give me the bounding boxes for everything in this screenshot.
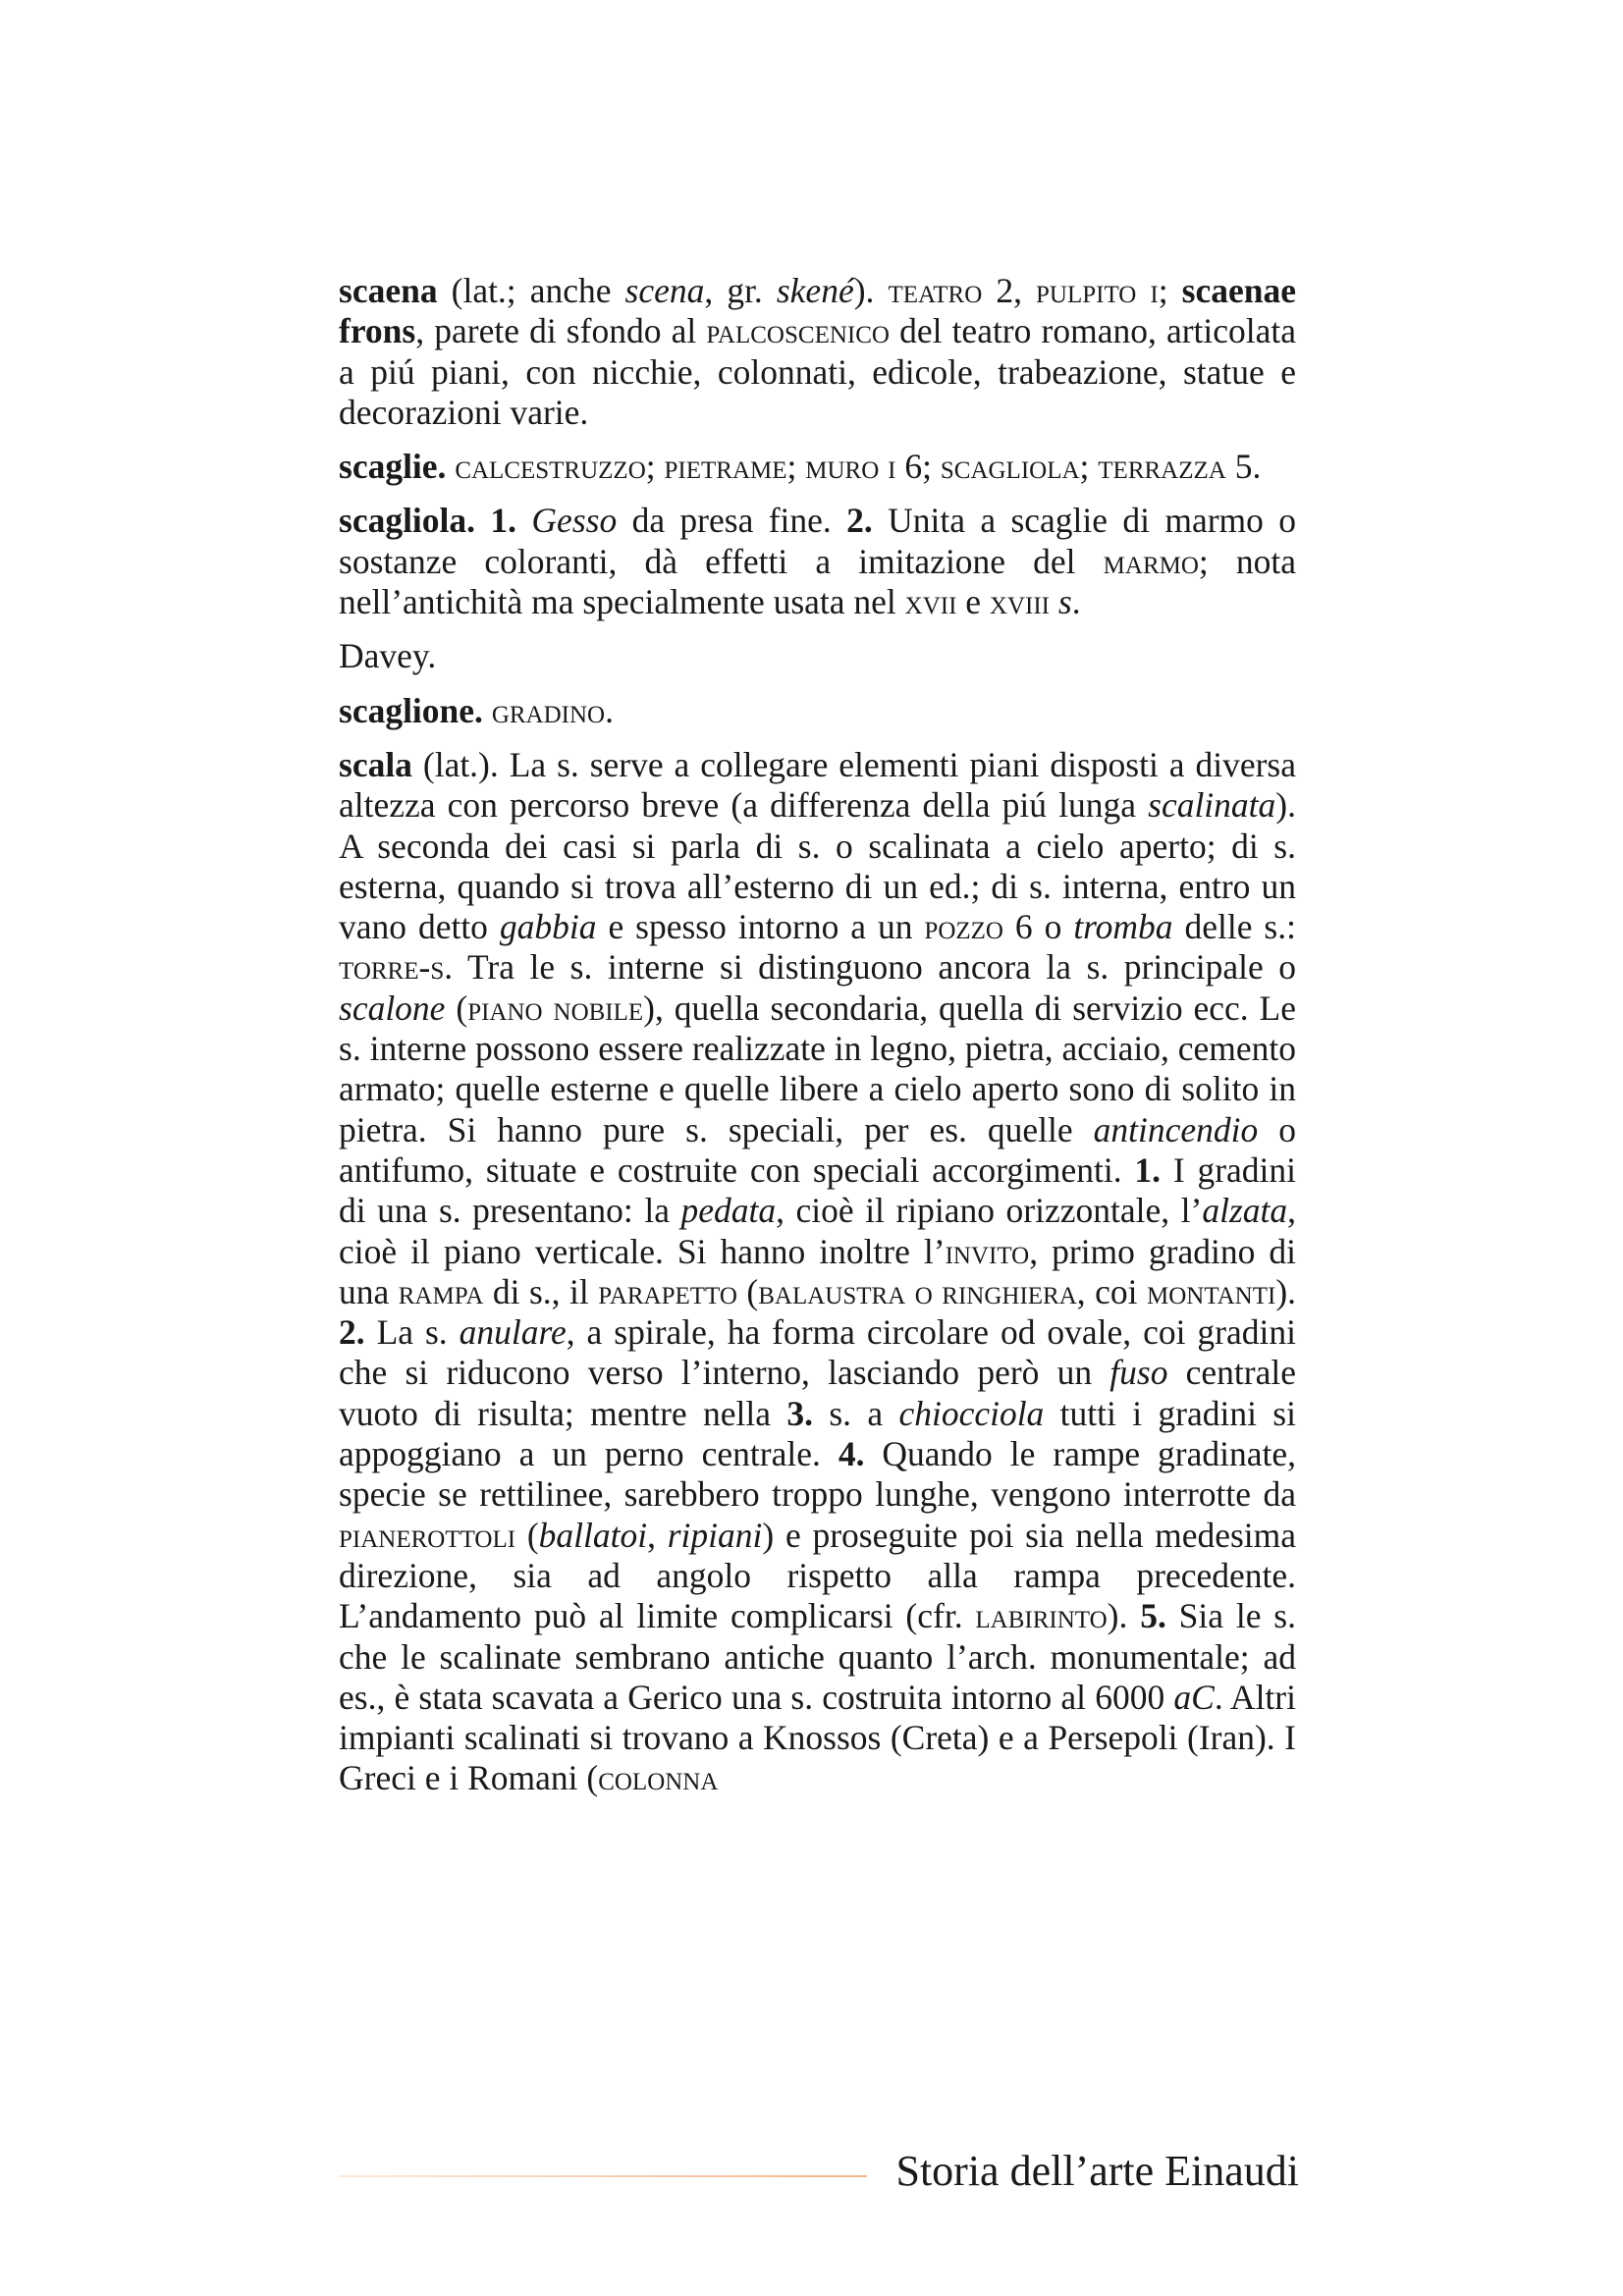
text-run: La s.	[364, 1312, 460, 1353]
text-run: delle s.:	[1172, 907, 1296, 947]
cross-reference: pianerottoli	[339, 1515, 516, 1555]
text-run	[1050, 582, 1058, 621]
subheadword: scaenae frons	[339, 271, 1297, 351]
text-run: ;	[1158, 271, 1182, 310]
text-run: ).	[853, 271, 889, 310]
cross-reference: terrazza	[1098, 447, 1226, 487]
author-signature: Davey.	[339, 636, 437, 676]
italic-term: skené	[776, 271, 854, 310]
text-run: ;	[1079, 447, 1099, 487]
text-run: , gr.	[704, 271, 777, 310]
text-run: ;	[645, 447, 665, 487]
text-run: 5.	[1225, 447, 1262, 487]
text-run: da presa fine.	[617, 501, 847, 541]
text-run: 6 o	[1002, 907, 1074, 947]
italic-term: Gesso	[531, 501, 618, 541]
text-run: ; nota nell’antichità ma specialmente usata nel	[339, 541, 1296, 622]
italic-term: scalone	[339, 988, 446, 1028]
text-run: ;	[786, 447, 806, 487]
cross-reference: muro	[805, 447, 880, 487]
headword: scaglione.	[339, 690, 483, 730]
cross-reference: invito	[945, 1231, 1030, 1271]
text-run: .	[605, 690, 614, 730]
italic-term: aC	[1173, 1677, 1215, 1717]
text-run: ). A seconda dei casi si parla di s. o scalinata a cielo aperto; di s. esterna, quando si trova all’esterno di un ed.; di s. interna, entro un vano detto	[339, 785, 1296, 947]
footer-rule	[339, 2175, 867, 2177]
italic-term: pedata	[680, 1191, 777, 1231]
text-run: , coi	[1076, 1271, 1147, 1311]
text-run: ) e proseguite poi sia nella medesima direzione, sia ad angolo rispetto alla rampa precedente. L’andamento può al limite complicarsi (cfr.	[339, 1515, 1297, 1636]
cross-reference: balaustra o ringhiera	[758, 1271, 1077, 1311]
roman-numeral: xviii	[989, 582, 1051, 622]
text-run: , cioè il piano verticale. Si hanno inoltre l’	[339, 1191, 1297, 1271]
text-run: (	[445, 988, 468, 1028]
entry-scala	[339, 745, 1296, 1799]
entry-scaglie	[339, 447, 1296, 487]
entry-scaglione	[339, 691, 1296, 731]
text-run: 2,	[982, 271, 1037, 310]
text-run: , primo gradino di una	[339, 1231, 1296, 1311]
italic-term: s	[1057, 582, 1072, 622]
italic-term: gabbia	[499, 907, 597, 947]
text-run	[475, 501, 490, 540]
italic-term: scalinata	[1148, 785, 1276, 826]
text-run: o antifumo, situate e costruite con speciali accorgimenti.	[339, 1109, 1296, 1190]
footer-publisher: Storia dell’arte Einaudi	[895, 2147, 1299, 2195]
text-run: , cioè il ripiano orizzontale, l’	[776, 1191, 1203, 1231]
text-run: .	[1071, 582, 1081, 622]
cross-reference: calcestruzzo	[455, 447, 646, 487]
text-run: , parete di sfondo al	[415, 311, 707, 351]
headword: scala	[339, 744, 412, 784]
text-run: tutti i gradini si appoggiano a un perno centrale.	[339, 1393, 1296, 1474]
section-number: 1.	[490, 501, 517, 541]
italic-term: tromba	[1073, 907, 1173, 947]
italic-term: chiocciola	[898, 1393, 1045, 1433]
text-run: Unita a scaglie di marmo o sostanze coloranti, dà effetti a imitazione del	[339, 501, 1297, 581]
text-run: (lat.; anche	[437, 271, 625, 310]
entry-scaena	[339, 271, 1296, 433]
roman-numeral: i	[1136, 271, 1159, 310]
text-run: (	[736, 1271, 759, 1311]
text-run: (	[515, 1515, 539, 1555]
italic-term: scena	[624, 271, 705, 310]
cross-reference: pozzo	[924, 907, 1003, 947]
cross-reference: pulpito	[1036, 271, 1137, 310]
text-run: ), quella secondaria, quella di servizio ecc. Le s. interne possono essere realizzate in legno, pietra, acciaio, cemento armato; quelle esterne e quelle libere a cielo aperto sono di solito in pietra. Si hanno pure s. speciali, per es. quelle	[339, 988, 1297, 1149]
section-number: 4.	[838, 1434, 865, 1474]
cross-reference: teatro	[888, 271, 983, 310]
cross-reference: torre-s	[339, 947, 445, 988]
text-run: Sia le s. che le scalinate sembrano antiche quanto l’arch. monumentale; ad es., è stata scavata a Gerico una s. costruita intorno al 6000	[339, 1596, 1296, 1717]
text-run: . Altri impianti scalinati si trovano a Knossos (Creta) e a Persepoli (Iran). I Greci e i Romani (	[339, 1677, 1296, 1798]
italic-term: fuso	[1109, 1353, 1168, 1393]
text-run: s. a	[812, 1393, 899, 1433]
text-run: e spesso intorno a un	[596, 907, 925, 947]
cross-reference: colonna	[598, 1758, 719, 1798]
cross-reference: montanti	[1147, 1271, 1276, 1311]
text-run: e	[956, 582, 990, 622]
text-run: ).	[1275, 1271, 1297, 1311]
text-run: ).	[1107, 1596, 1141, 1636]
section-number: 3.	[786, 1393, 813, 1433]
entry-scagliola	[339, 501, 1296, 622]
cross-reference: piano nobile	[467, 988, 644, 1028]
headword: scaglie.	[339, 447, 447, 487]
italic-term: antincendio	[1093, 1109, 1259, 1149]
italic-term: ballatoi	[538, 1515, 648, 1555]
text-run: . Tra le s. interne si distinguono ancora la s. principale o	[444, 947, 1296, 988]
text-run: del teatro romano, articolata a piú piani, con nicchie, colonnati, edicole, trabeazione, statue e decorazioni varie.	[339, 311, 1296, 432]
section-number: 5.	[1140, 1596, 1166, 1636]
italic-term: alzata	[1202, 1191, 1288, 1231]
text-run: , a spirale, ha forma circolare od ovale, coi gradini che si riducono verso l’interno, lasciando però un	[339, 1312, 1296, 1393]
section-number: 2.	[339, 1312, 365, 1353]
section-number: 2.	[846, 501, 873, 541]
text-run: I gradini di una s. presentano: la	[339, 1149, 1296, 1231]
text-run: centrale vuoto di risulta; mentre nella	[339, 1353, 1296, 1433]
entry-author	[339, 636, 1296, 676]
text-run: 6;	[895, 447, 941, 487]
text-run: (lat.). La s. serve a collegare elementi piani disposti a diversa altezza con percorso breve (a differenza della piú lunga	[339, 744, 1296, 826]
headword: scagliola.	[339, 501, 476, 541]
text-run: ,	[647, 1515, 668, 1555]
cross-reference: scagliola	[940, 447, 1080, 487]
cross-reference: pietrame	[664, 447, 787, 487]
text-run: di s., il	[483, 1271, 599, 1311]
text-run	[446, 447, 455, 486]
section-number: 1.	[1134, 1149, 1162, 1190]
cross-reference: palcoscenico	[706, 311, 890, 351]
text-run	[516, 501, 531, 540]
roman-numeral: xvii	[904, 582, 957, 622]
roman-numeral: i	[879, 447, 896, 487]
text-run	[483, 691, 492, 730]
cross-reference: rampa	[398, 1271, 484, 1311]
italic-term: anulare	[459, 1312, 567, 1353]
cross-reference: marmo	[1103, 541, 1199, 581]
cross-reference: labirinto	[975, 1596, 1108, 1636]
italic-term: ripiani	[667, 1515, 763, 1555]
headword: scaena	[339, 271, 438, 310]
text-run: Quando le rampe gradinate, specie se rettilinee, sarebbero troppo lunghe, vengono interrotte da	[339, 1434, 1297, 1515]
cross-reference: gradino	[491, 690, 606, 730]
dictionary-body	[339, 271, 1296, 1813]
cross-reference: parapetto	[598, 1271, 737, 1311]
